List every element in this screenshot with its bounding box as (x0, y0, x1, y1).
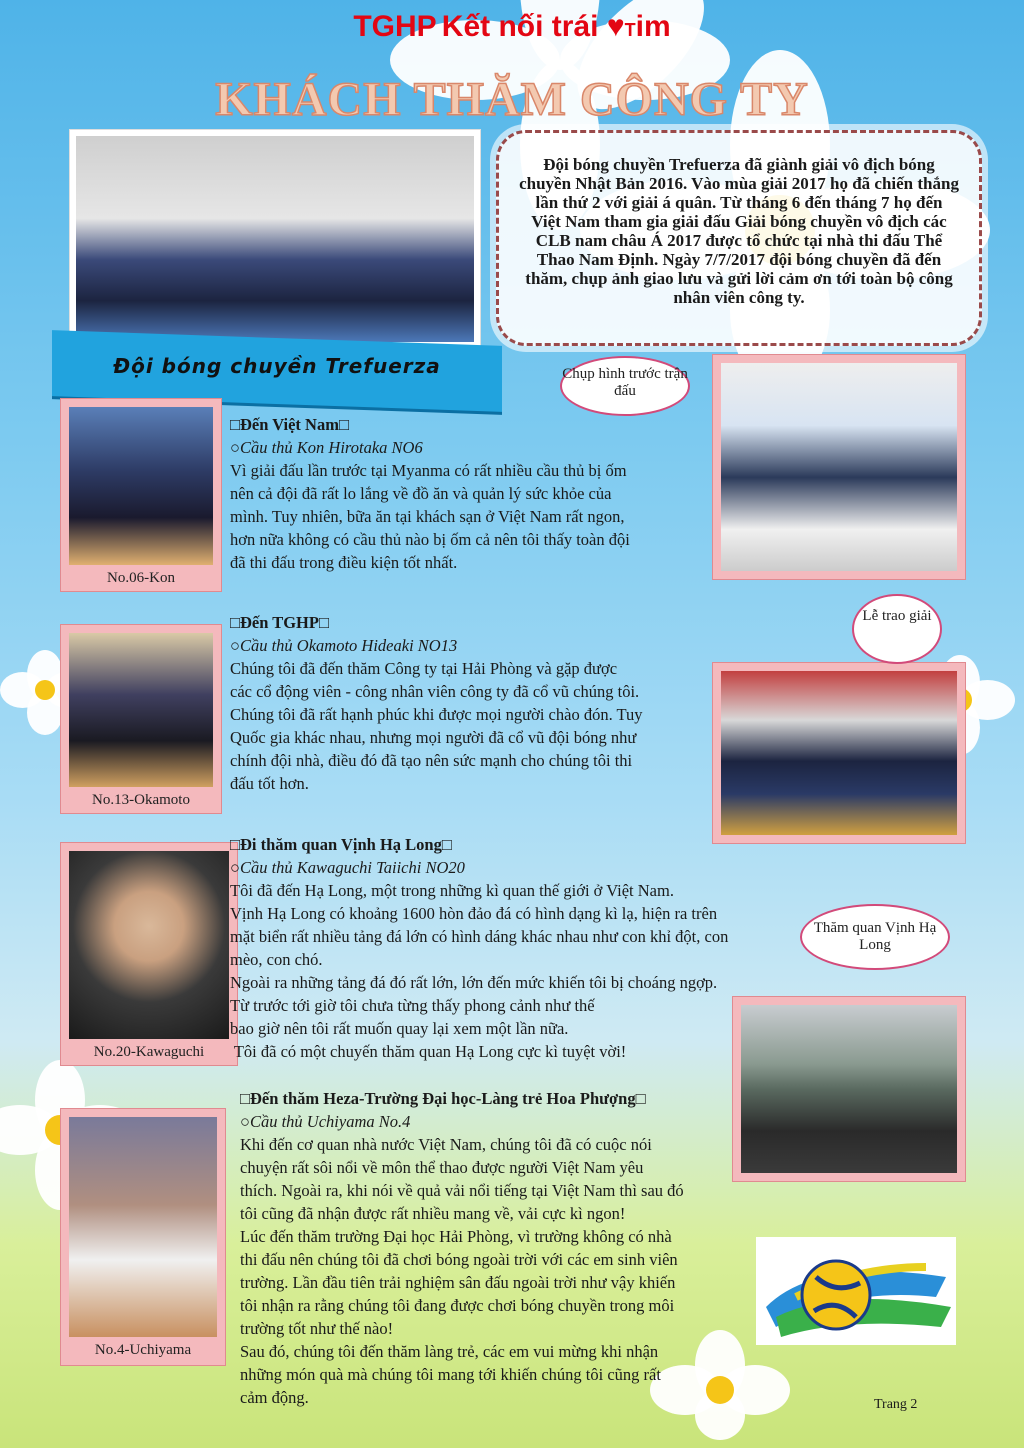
pre-match-image (721, 363, 957, 571)
body-line: bao giờ nên tôi rất muốn quay lại xem một lần nữa. (230, 1019, 569, 1038)
body-line: tôi cũng đã nhận được rất nhiều mang về, vải cực kì ngon! (240, 1204, 626, 1223)
body-line: Chúng tôi đã rất hạnh phúc khi được mọi người chào đón. Tuy (230, 705, 643, 724)
heart-icon: ♥T (606, 10, 636, 43)
intro-text: Đội bóng chuyền Trefuerza đã giành giải vô địch bóng chuyền Nhật Bản 2016. Vào mùa giải 2017 họ đã chiến thắng lần thứ 2 với giải á quân. Từ tháng 6 đến tháng 7 họ đến Việt Nam tham gia giải đấu Giải bóng chuyền vô địch các CLB nam châu Á 2017 được tổ chức tại nhà thi đấu Thể Thao Nam Định. Ngày 7/7/2017 đội bóng chuyền đã đến thăm, chụp ảnh giao lưu và gửi lời cảm ơn tới toàn bộ công nhân viên công ty. (519, 155, 959, 307)
photo-pre-match (712, 354, 966, 580)
masthead (0, 10, 1024, 44)
body-line: mặt biển rất nhiều tảng đá lớn có hình dáng khác nhau như con khỉ đột, con (230, 927, 729, 946)
body-line: các cổ động viên - công nhân viên công ty đã cổ vũ chúng tôi. (230, 682, 640, 701)
player-photo-kawaguchi (69, 851, 229, 1039)
body-line: Tôi đã có một chuyến thăm quan Hạ Long cực kì tuyệt vời! (230, 1042, 627, 1061)
body-line: Ngoài ra những tảng đá đó rất lớn, lớn đến mức khiến tôi bị choáng ngợp. (230, 973, 718, 992)
section-heading: □Đi thăm quan Vịnh Hạ Long□ (230, 835, 452, 854)
brand-tagline: Kết nối trái ♥Tim (441, 10, 671, 43)
section-body (230, 879, 810, 1063)
page-number: Trang 2 (874, 1397, 918, 1412)
body-line: Lúc đến thăm trường Đại học Hải Phòng, vì trường không có nhà (240, 1227, 672, 1246)
player-card-uchiyama (60, 1108, 226, 1366)
body-line: mình. Tuy nhiên, bữa ăn tại khách sạn ở Việt Nam rất ngon, (230, 507, 625, 526)
body-line: Vì giải đấu lần trước tại Myanma có rất nhiều cầu thủ bị ốm (230, 461, 627, 480)
player-name: ○Cầu thủ Kawaguchi Taiichi NO20 (230, 858, 465, 877)
body-line: trường. Lần đầu tiên trải nghiệm sân đấu ngoài trời như vậy khiến (240, 1273, 676, 1292)
brand-name: TGHP (353, 10, 437, 43)
section-heading: □Đến thăm Heza-Trường Đại học-Làng trẻ Hoa Phượng□ (240, 1089, 646, 1108)
body-line: Khi đến cơ quan nhà nước Việt Nam, chúng tôi đã có cuộc nói (240, 1135, 652, 1154)
body-line: hơn nữa không có cầu thủ nào bị ốm cả nên tôi thấy toàn đội (230, 530, 630, 549)
body-line: đấu tốt hơn. (230, 774, 309, 793)
body-line: Sau đó, chúng tôi đến thăm làng trẻ, các em vui mừng khi nhận (240, 1342, 659, 1361)
body-line: Quốc gia khác nhau, nhưng mọi người đã cổ vũ đội bóng như (230, 728, 637, 747)
photo-award-ceremony (712, 662, 966, 844)
award-image (721, 671, 957, 835)
bubble-award: Lễ trao giải (852, 594, 942, 664)
section-heading: □Đến TGHP□ (230, 613, 329, 632)
body-line: những món quà mà chúng tôi mang tới khiến chúng tôi cũng rất (240, 1365, 661, 1384)
player-card-kon (60, 398, 222, 592)
player-card-kawaguchi (60, 842, 238, 1066)
player-caption: No.20-Kawaguchi (93, 1044, 205, 1060)
body-line: Tôi đã đến Hạ Long, một trong những kì quan thế giới ở Việt Nam. (230, 881, 674, 900)
volleyball-logo-icon (756, 1237, 956, 1345)
body-line: chính đội nhà, điều đó đã tạo nên sức mạnh cho chúng tôi thi (230, 751, 633, 770)
section-body (240, 1133, 750, 1409)
body-line: Từ trước tới giờ tôi chưa từng thấy phong cảnh như thế (230, 996, 595, 1015)
banner-title: Đội bóng chuyền Trefuerza (113, 354, 441, 378)
player-photo-kon (69, 407, 213, 565)
body-line: cảm động. (240, 1388, 309, 1407)
body-line: Vịnh Hạ Long có khoảng 1600 hòn đảo đá có hình dạng kì lạ, hiện ra trên (230, 904, 718, 923)
player-caption: No.06-Kon (107, 570, 175, 586)
player-name: ○Cầu thủ Kon Hirotaka NO6 (230, 438, 423, 457)
section-den-viet-nam (230, 413, 710, 574)
body-line: trường tốt như thế nào! (240, 1319, 394, 1338)
body-line: chuyện rất sôi nổi về môn thể thao được người Việt Nam yêu (240, 1158, 644, 1177)
bubble-halong: Thăm quan Vịnh Hạ Long (800, 904, 950, 970)
body-line: đã thi đấu trong điều kiện tốt nhất. (230, 553, 458, 572)
section-body (230, 459, 710, 574)
player-name: ○Cầu thủ Uchiyama No.4 (240, 1112, 411, 1131)
page-title: KHÁCH THĂM CÔNG TY (215, 73, 809, 126)
intro-box (496, 130, 982, 346)
player-card-okamoto (60, 624, 222, 814)
bubble-pre-match: Chụp hình trước trận đấu (560, 356, 690, 416)
body-line: thi đấu nên chúng tôi đã chơi bóng ngoài trời với các em sinh viên (240, 1250, 678, 1269)
body-line: nên cả đội đã rất lo lắng về đồ ăn và quản lý sức khỏe của (230, 484, 612, 503)
body-line: mèo, con chó. (230, 950, 323, 969)
section-den-tghp (230, 611, 710, 795)
body-line: thích. Ngoài ra, khi nói về quả vải nổi tiếng tại Việt Nam thì sau đó (240, 1181, 684, 1200)
player-caption: No.4-Uchiyama (94, 1342, 192, 1358)
player-photo-okamoto (69, 633, 213, 787)
player-name: ○Cầu thủ Okamoto Hideaki NO13 (230, 636, 458, 655)
team-photo-image (76, 136, 474, 342)
player-photo-uchiyama (69, 1117, 217, 1337)
section-ha-long (230, 833, 810, 1063)
section-body (230, 657, 710, 795)
body-line: Chúng tôi đã đến thăm Công ty tại Hải Phòng và gặp được (230, 659, 618, 678)
team-photo (70, 130, 480, 348)
section-heading: □Đến Việt Nam□ (230, 415, 349, 434)
section-heza (240, 1087, 750, 1409)
body-line: tôi nhận ra rằng chúng tôi đang được chơi bóng chuyền trong môi (240, 1296, 675, 1315)
player-caption: No.13-Okamoto (92, 792, 190, 808)
